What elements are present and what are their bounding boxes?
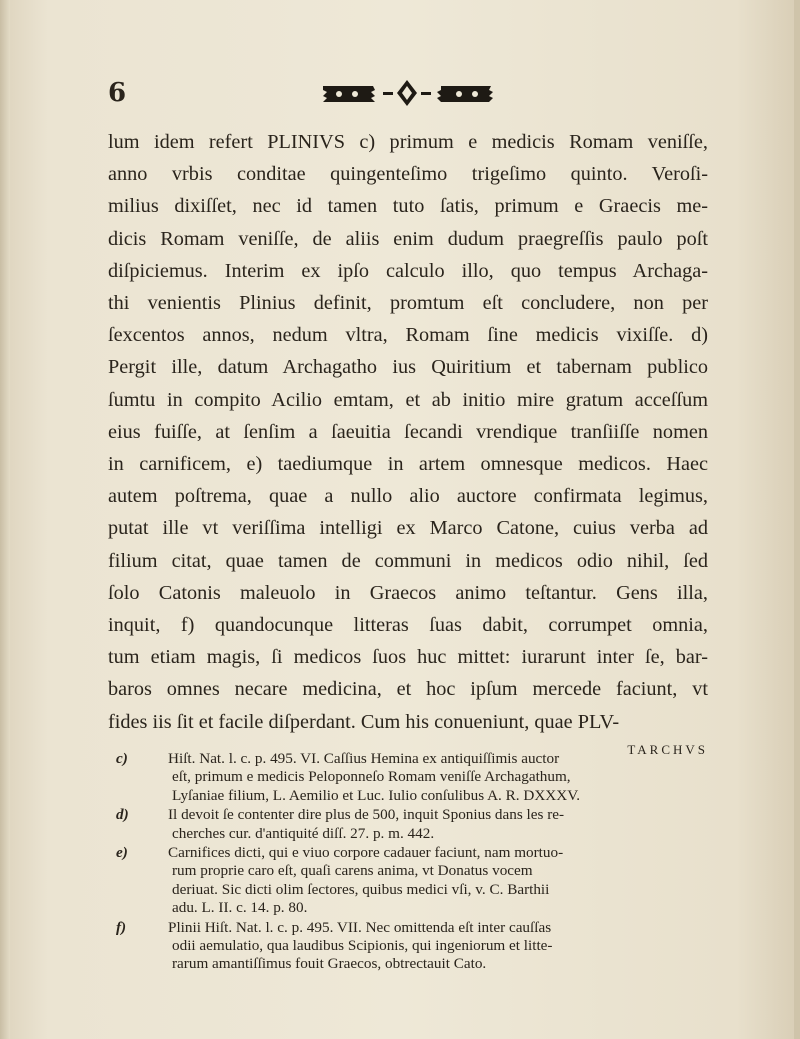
- footnote-line: [112, 919, 708, 937]
- footnote: [112, 844, 708, 918]
- footnote-text: Il devoit ſe contenter dire plus de 500, inquit Sponius dans les re-: [168, 806, 565, 824]
- main-text: [108, 126, 708, 760]
- gutter-shadow: [0, 0, 10, 1039]
- text-line: baros omnes necare medicina, et hoc ipſum mercede faciunt, vt: [108, 678, 708, 701]
- text-line: autem poſtrema, quae a nullo alio auctore confirmata legimus,: [108, 485, 708, 508]
- page-edge: [794, 0, 800, 1039]
- footnotes: [112, 750, 708, 975]
- footnote-line: [112, 768, 708, 786]
- footnote-line: [112, 806, 708, 824]
- footnote-text: Plinii Hiſt. Nat. l. c. p. 495. VII. Nec omittenda eſt inter cauſſas: [168, 918, 552, 936]
- footnote-line: [112, 862, 708, 880]
- footnote-line: [112, 844, 708, 862]
- text-line: in carnificem, e) taediumque in artem omnesque medicos. Haec: [108, 453, 708, 476]
- footnote-text: Hiſt. Nat. l. c. p. 495. VI. Caſſius Hemina ex antiquiſſimis auctor: [168, 750, 560, 767]
- text-line: ſexcentos annos, nedum vltra, Romam ſine medicis vixiſſe. d): [108, 324, 708, 347]
- footnote-line: [112, 825, 708, 843]
- footnote-text: Carnifices dicti, qui e viuo corpore cadauer faciunt, nam mortuo-: [168, 844, 564, 862]
- footnote-mark: c): [116, 750, 128, 767]
- text-line: diſpiciemus. Interim ex ipſo calculo illo, quo tempus Archaga-: [108, 259, 708, 282]
- footnote-line: [112, 955, 708, 973]
- footnote-mark: e): [116, 844, 128, 862]
- text-line: anno vrbis conditae quingenteſimo trigeſimo quinto. Veroſi-: [108, 163, 708, 186]
- footnote-line: [112, 899, 708, 917]
- text-line: milius dixiſſet, nec id tamen tuto ſatis, primum e Graecis me-: [108, 195, 708, 218]
- footnote: [112, 806, 708, 843]
- footnote: [112, 750, 708, 805]
- footnote-line: [112, 937, 708, 955]
- text-line: ſolo Catonis maleuolo in Graecos animo teſtantur. Gens illa,: [108, 581, 708, 604]
- footnote-text: adu. L. II. c. 14. p. 80.: [172, 899, 308, 917]
- catchword: TARCHVS: [627, 741, 708, 757]
- footnote-text: rarum amantiſſimus fouit Graecos, obtrectauit Cato.: [172, 955, 487, 973]
- ornament-icon: [313, 78, 503, 108]
- text-line: fides iis ſit et facile diſperdant. Cum his conueniunt, quae PLV-: [108, 710, 620, 733]
- footnote-text: eſt, primum e medicis Peloponneſo Romam veniſſe Archagathum,: [172, 768, 571, 786]
- text-line: ſumtu in compito Acilio emtam, et ab initio mire gratum acceſſum: [108, 388, 708, 411]
- footnote-mark: f): [116, 918, 127, 936]
- text-line: tum etiam magis, ſi medicos ſuos huc mittet: iurarunt inter ſe, bar-: [108, 646, 708, 669]
- footnote-text: cherches cur. d'antiquité diſſ. 27. p. m. 442.: [172, 824, 435, 842]
- footnote-line: [112, 881, 708, 899]
- page-header: [108, 74, 708, 114]
- footnote-text: Lyſaniae filium, L. Aemilio et Luc. Iulio conſulibus A. R. DXXXV.: [172, 786, 581, 804]
- text-line: Pergit ille, datum Archagatho ius Quiritium et tabernam publico: [108, 356, 708, 379]
- footnote: [112, 919, 708, 974]
- footnote-mark: d): [116, 806, 129, 824]
- footnote-text: rum proprie caro eſt, quaſi carens anima, vt Donatus vocem: [172, 862, 533, 880]
- page-number: 6: [108, 78, 127, 108]
- text-line: thi venientis Plinius definit, promtum eſt concludere, non per: [108, 292, 708, 315]
- text-line: eius fuiſſe, at ſenſim a ſaeuitia ſecandi vrendique tranſiiſſe nomen: [108, 420, 708, 443]
- text-line: putat ille vt veriſſima intelligi ex Marco Catone, cuius verba ad: [108, 517, 708, 540]
- text-line: dicis Romam veniſſe, de aliis enim dudum praegreſſis paulo poſt: [108, 227, 708, 250]
- footnote-line: [112, 787, 708, 805]
- footnote-line: [112, 750, 708, 768]
- footnote-text: deriuat. Sic dicti olim ſectores, quibus medici vſi, v. C. Barthii: [172, 880, 550, 898]
- text-line: inquit, f) quandocunque litteras ſuas dabit, corrumpet omnia,: [108, 614, 708, 637]
- text-line: filium citat, quae tamen de communi in medicos odio nihil, ſed: [108, 549, 708, 572]
- text-line: lum idem refert PLINIVS c) primum e medicis Romam veniſſe,: [108, 131, 708, 153]
- footnote-text: odii aemulatio, qua laudibus Scipionis, qui ingeniorum et litte-: [172, 937, 553, 955]
